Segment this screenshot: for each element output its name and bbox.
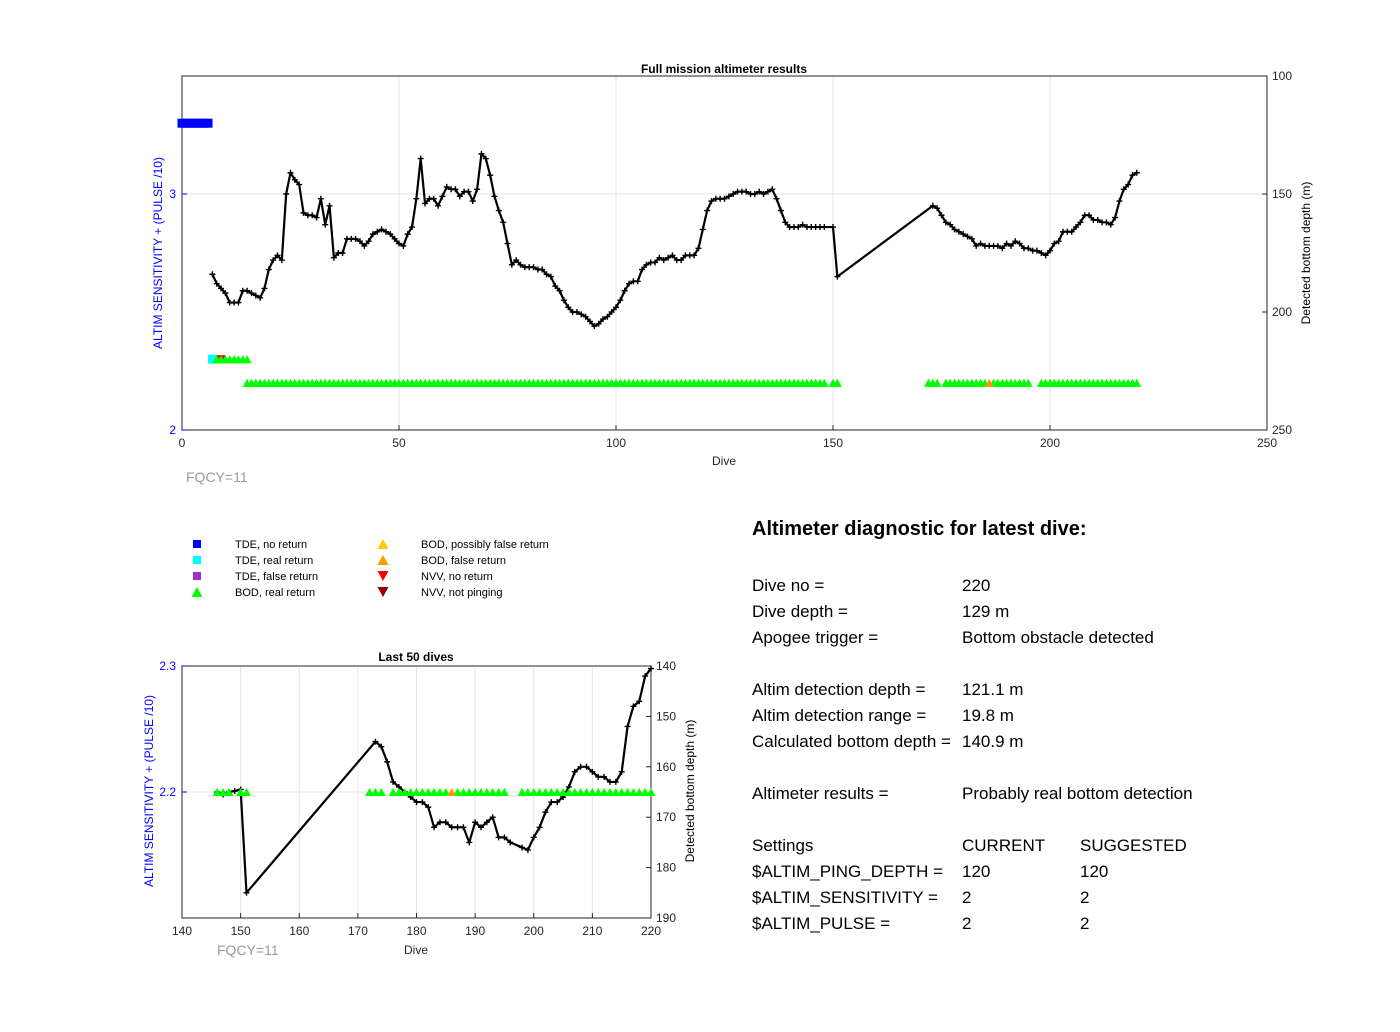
- x-tick-label: 200: [523, 924, 544, 938]
- bottom-depth-point: [625, 723, 631, 729]
- det-range-row: [752, 703, 1352, 729]
- legend-label-tde-real-return: TDE, real return: [235, 555, 314, 567]
- x-tick-label: 190: [465, 924, 486, 938]
- ping-depth-current: 120: [962, 862, 991, 881]
- dive-depth-label: Dive depth =: [752, 602, 848, 621]
- ping-depth-row: [752, 859, 1352, 885]
- settings-label: Settings: [752, 836, 814, 855]
- bottom-depth-point: [821, 224, 827, 230]
- legend-label-nvv-no-return: NVV, no return: [421, 571, 493, 583]
- bottom-depth-point: [327, 203, 333, 209]
- bottom-depth-point: [1116, 198, 1122, 204]
- legend-label-tde-false-return: TDE, false return: [235, 571, 319, 583]
- bottom-depth-point: [830, 224, 836, 230]
- bottom-y-right-label: Detected bottom depth (m): [683, 719, 697, 863]
- settings-header-row: [752, 833, 1352, 859]
- det-range-label: Altim detection range =: [752, 706, 927, 725]
- y-right-tick-label: 180: [656, 860, 677, 875]
- dive-depth-value: 129 m: [962, 602, 1010, 621]
- diagnostic-title: Altimeter diagnostic for latest dive:: [752, 518, 1087, 540]
- apogee-value: Bottom obstacle detected: [962, 628, 1154, 647]
- x-tick-label: 100: [605, 436, 627, 450]
- legend-label-nvv-not-pinging: NVV, not pinging: [421, 587, 503, 599]
- bottom-depth-point: [635, 278, 641, 284]
- calc-depth-value: 140.9 m: [962, 732, 1024, 751]
- bottom-depth-point: [500, 219, 506, 225]
- bottom-depth-point: [384, 759, 390, 765]
- x-tick-label: 150: [230, 924, 251, 938]
- apogee-label: Apogee trigger =: [752, 628, 879, 647]
- pulse-row: [752, 911, 1352, 937]
- bottom-chart-title: Last 50 dives: [378, 650, 454, 664]
- x-tick-label: 160: [289, 924, 310, 938]
- bottom-depth-point: [322, 222, 328, 228]
- y-left-tick-label: 2.3: [159, 659, 176, 673]
- y-right-tick-label: 140: [656, 659, 677, 673]
- bottom-depth-point: [455, 824, 461, 830]
- dive-no-value: 220: [962, 576, 991, 595]
- x-tick-label: 220: [640, 924, 662, 938]
- bottom-y-left-label: ALTIM SENSITIVITY + (PULSE /10): [142, 695, 156, 887]
- bottom-depth-point: [496, 208, 502, 214]
- calc-depth-label: Calculated bottom depth =: [752, 732, 951, 751]
- top-y-right-label: Detected bottom depth (m): [1299, 181, 1313, 325]
- det-depth-row: [752, 677, 1352, 703]
- bottom-depth-point: [413, 196, 419, 202]
- bottom-depth-point: [778, 208, 784, 214]
- y-right-tick-label: 160: [656, 759, 677, 774]
- ping-depth-suggested: 120: [1080, 862, 1109, 881]
- y-right-tick-label: 150: [1272, 187, 1293, 201]
- legend-label-tde-no-return: TDE, no return: [235, 539, 308, 551]
- suggested-header: SUGGESTED: [1080, 836, 1187, 855]
- legend-label-bod-real-return: BOD, real return: [235, 587, 316, 599]
- bottom-depth-point: [466, 839, 472, 845]
- y-left-tick-label: 2: [169, 423, 176, 437]
- x-tick-label: 180: [406, 924, 427, 938]
- bottom-x-label: Dive: [403, 943, 429, 957]
- x-tick-label: 0: [178, 436, 186, 450]
- pulse-suggested: 2: [1080, 914, 1090, 933]
- bottom-depth-point: [232, 788, 238, 794]
- bottom-depth-point: [318, 196, 324, 202]
- top-y-left-label: ALTIM SENSITIVITY + (PULSE /10): [151, 157, 165, 349]
- x-tick-label: 250: [1256, 436, 1278, 450]
- x-tick-label: 200: [1039, 436, 1061, 450]
- sensitivity-label: $ALTIM_SENSITIVITY =: [752, 888, 938, 907]
- pulse-label: $ALTIM_PULSE =: [752, 914, 891, 933]
- bottom-fqcy-label: FQCY=11: [217, 942, 279, 958]
- bottom-depth-point: [505, 241, 511, 247]
- bottom-depth-point: [487, 172, 493, 178]
- y-right-tick-label: 250: [1272, 423, 1293, 437]
- tde-no-return-marker: [204, 119, 213, 128]
- bottom-depth-point: [340, 250, 346, 256]
- det-range-value: 19.8 m: [962, 706, 1014, 725]
- top-chart-title: Full mission altimeter results: [640, 62, 808, 76]
- results-value: Probably real bottom detection: [962, 784, 1193, 803]
- bottom-depth-point: [474, 186, 480, 192]
- y-right-tick-label: 200: [1272, 305, 1293, 319]
- bottom-depth-point: [460, 824, 466, 830]
- ping-depth-label: $ALTIM_PING_DEPTH =: [752, 862, 943, 881]
- x-tick-label: 210: [582, 924, 603, 938]
- top-fqcy-label: FQCY=11: [186, 469, 248, 485]
- det-depth-label: Altim detection depth =: [752, 680, 926, 699]
- sensitivity-row: [752, 885, 1352, 911]
- y-left-tick-label: 3: [169, 187, 176, 201]
- bottom-depth-point: [700, 226, 706, 232]
- last-50-dives-chart: [0, 520, 740, 1020]
- dive-depth-row: [752, 599, 1352, 625]
- y-right-tick-label: 150: [656, 709, 677, 724]
- x-tick-label: 150: [822, 436, 844, 450]
- x-tick-label: 50: [392, 436, 406, 450]
- legend-label-bod-false-return: BOD, false return: [421, 555, 506, 567]
- bottom-depth-point: [418, 156, 424, 162]
- sensitivity-current: 2: [962, 888, 972, 907]
- det-depth-value: 121.1 m: [962, 680, 1024, 699]
- top-x-label: Dive: [711, 454, 737, 468]
- y-right-tick-label: 190: [656, 911, 677, 925]
- bottom-depth-point: [496, 834, 502, 840]
- dive-no-label: Dive no =: [752, 576, 825, 595]
- y-right-tick-label: 100: [1272, 69, 1293, 83]
- bottom-depth-line: [217, 669, 651, 893]
- results-row: [752, 781, 1352, 807]
- dive-no-row: [752, 573, 1352, 599]
- altimeter-diagnostic-panel: [752, 518, 1352, 937]
- apogee-row: [752, 625, 1352, 651]
- current-header: CURRENT: [962, 836, 1046, 855]
- x-tick-label: 140: [171, 924, 193, 938]
- y-right-tick-label: 170: [656, 810, 677, 825]
- sensitivity-suggested: 2: [1080, 888, 1090, 907]
- pulse-current: 2: [962, 914, 972, 933]
- results-label: Altimeter results =: [752, 784, 889, 803]
- x-tick-label: 170: [347, 924, 368, 938]
- bottom-depth-point: [235, 300, 241, 306]
- y-left-tick-label: 2.2: [159, 785, 176, 799]
- calc-depth-row: [752, 729, 1352, 755]
- bottom-depth-point: [283, 191, 289, 197]
- legend-label-bod-possibly-false-return: BOD, possibly false return: [421, 539, 549, 551]
